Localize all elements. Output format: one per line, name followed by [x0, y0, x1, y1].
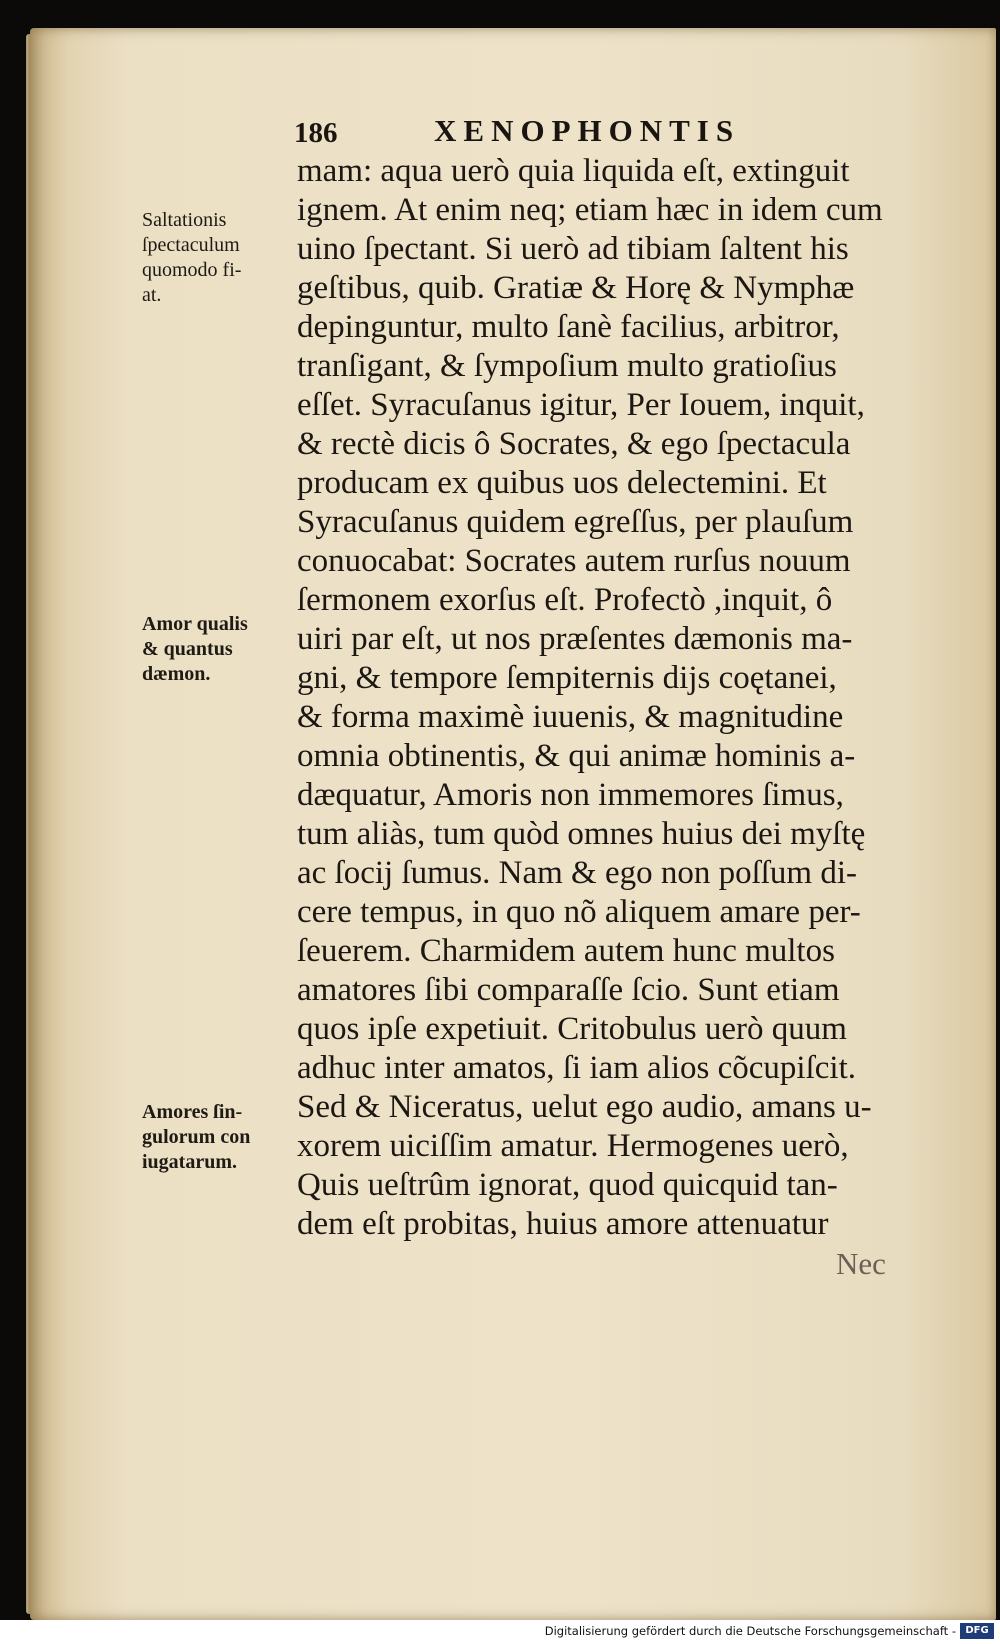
text-line: geſtibus, quib. Gratiæ & Horę & Nymphæ: [297, 270, 855, 306]
text-line: conuocabat: Socrates autem rurſus nouum: [297, 543, 851, 579]
text-line: Quis ueſtrûm ignorat, quod quicquid tan-: [297, 1167, 838, 1203]
text-line: ignem. At enim neq; etiam hæc in idem cum: [297, 192, 883, 228]
text-line: Syracuſanus quidem egreſſus, per plauſum: [297, 504, 854, 540]
main-text-block: [297, 152, 922, 1244]
catchword: Nec: [836, 1246, 886, 1281]
text-line: uiri par eſt, ut nos præſentes dæmonis ma-: [297, 621, 853, 657]
text-line: Sed & Niceratus, uelut ego audio, amans u-: [297, 1089, 872, 1125]
dfg-logo: DFG: [960, 1623, 994, 1639]
text-line: gni, & tempore ſempiternis dijs coętanei,: [297, 660, 837, 696]
text-line: & rectè dicis ô Socrates, & ego ſpectacula: [297, 426, 851, 462]
text-line: amatores ſibi comparaſſe ſcio. Sunt etiam: [297, 972, 840, 1008]
text-line: ſeuerem. Charmidem autem hunc multos: [297, 933, 835, 969]
text-line: tum aliàs, tum quòd omnes huius dei myſtę: [297, 816, 866, 852]
text-line: ſermonem exorſus eſt. Profectò ,inquit, ô: [297, 582, 833, 618]
text-line: xorem uiciſſim amatur. Hermogenes uerò,: [297, 1128, 849, 1164]
margin-note-line: at.: [142, 284, 162, 306]
text-line: quos ipſe expetiuit. Critobulus uerò quum: [297, 1011, 847, 1047]
text-line: cere tempus, in quo nõ aliquem amare per-: [297, 894, 861, 930]
text-line: eſſet. Syracuſanus igitur, Per Iouem, inquit,: [297, 387, 865, 423]
funding-credit: Digitalisierung gefördert durch die Deutsche Forschungsgemeinschaft -: [544, 1624, 956, 1638]
text-line: mam: aqua uerò quia liquida eſt, extinguit: [297, 153, 850, 189]
margin-note-line: iugatarum.: [142, 1151, 237, 1173]
text-line: omnia obtinentis, & qui animæ hominis a-: [297, 738, 856, 774]
margin-note-line: Amores ſin-: [142, 1101, 243, 1123]
text-line: dem eſt probitas, huius amore attenuatur: [297, 1206, 829, 1242]
margin-note-amor: [142, 612, 292, 687]
margin-note-amores: [142, 1100, 292, 1175]
margin-note-line: ſpectaculum: [142, 234, 240, 256]
running-title: XENOPHONTIS: [434, 113, 741, 148]
margin-note-line: dæmon.: [142, 663, 211, 685]
page-header: [294, 113, 804, 153]
digitization-footer: [0, 1620, 1000, 1644]
margin-note-line: quomodo fi-: [142, 259, 242, 281]
text-line: dæquatur, Amoris non immemores ſimus,: [297, 777, 844, 813]
text-line: depinguntur, multo ſanè facilius, arbitror,: [297, 309, 840, 345]
page-number: 186: [294, 117, 338, 149]
text-line: & forma maximè iuuenis, & magnitudine: [297, 699, 844, 735]
margin-note-line: Saltationis: [142, 209, 227, 231]
margin-note-saltationis: [142, 208, 292, 308]
margin-note-line: & quantus: [142, 638, 233, 660]
margin-note-line: Amor qualis: [142, 613, 248, 635]
text-line: adhuc inter amatos, ſi iam alios cõcupiſcit.: [297, 1050, 857, 1086]
margin-note-line: gulorum con: [142, 1126, 251, 1148]
text-line: ac ſocij ſumus. Nam & ego non poſſum di-: [297, 855, 858, 891]
text-line: producam ex quibus uos delectemini. Et: [297, 465, 827, 501]
text-line: uino ſpectant. Si uerò ad tibiam ſaltent his: [297, 231, 849, 267]
text-line: tranſigant, & ſympoſium multo gratioſius: [297, 348, 837, 384]
